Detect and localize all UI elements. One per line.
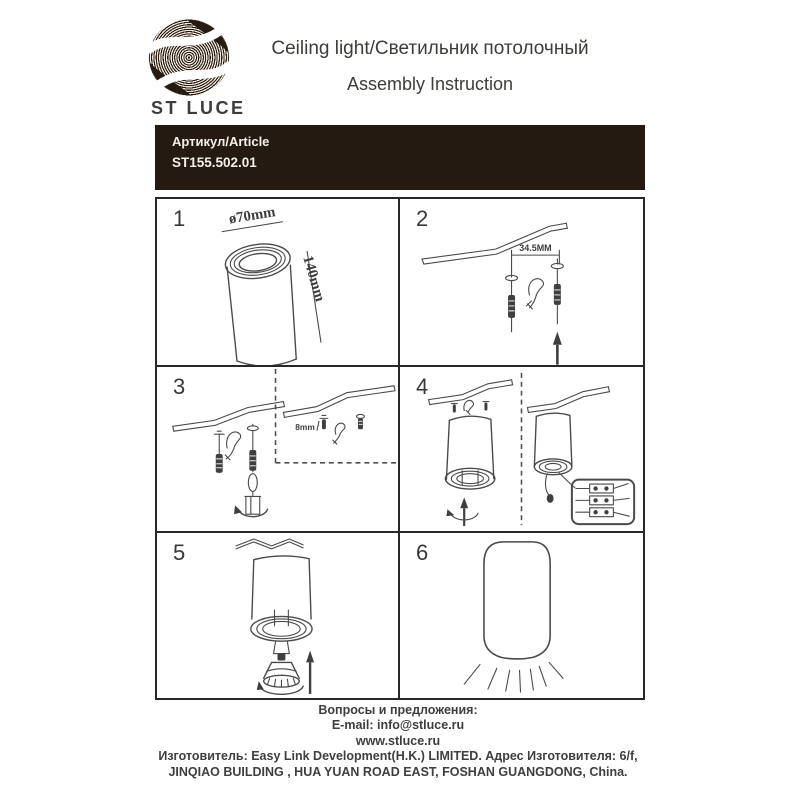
step-1-panel xyxy=(157,199,400,367)
wires xyxy=(545,473,574,503)
anchor-insert-tool-icon xyxy=(234,474,268,517)
step-number: 3 xyxy=(173,374,186,399)
height-dimension xyxy=(299,251,327,342)
svg-text:34.5MM: 34.5MM xyxy=(519,243,552,254)
light-rays-icon xyxy=(464,662,563,692)
article-banner xyxy=(155,125,645,190)
screw-icon xyxy=(320,415,328,429)
step-1-diagram xyxy=(157,199,398,365)
finished-light-drawing xyxy=(484,542,550,659)
ceiling-line xyxy=(236,539,303,549)
step-number: 2 xyxy=(416,206,429,231)
step-number: 4 xyxy=(416,374,429,399)
push-twist-arrow-icon xyxy=(446,497,478,526)
step-5-diagram xyxy=(157,533,398,698)
wire-icon xyxy=(464,400,474,414)
up-arrow-icon xyxy=(306,651,314,694)
wire-icon xyxy=(333,423,345,444)
screw-icon xyxy=(357,414,365,429)
step-4-diagram xyxy=(400,367,643,531)
article-label: Артикул/Article xyxy=(172,134,270,149)
step-number: 5 xyxy=(173,540,186,565)
step-2-panel xyxy=(400,199,643,367)
mounted-cylinder-drawing xyxy=(251,556,312,641)
step-3-diagram xyxy=(157,367,398,531)
screw-icon xyxy=(451,404,457,413)
step-6-panel xyxy=(400,533,643,698)
anchor-screw-icon xyxy=(506,271,518,332)
step-3-panel xyxy=(157,367,400,533)
assembly-steps-table xyxy=(155,197,645,700)
title-block xyxy=(240,38,620,95)
anchor-screw-icon xyxy=(551,259,563,324)
wire-icon xyxy=(526,279,543,309)
step-number: 1 xyxy=(173,206,186,231)
svg-text:140mm: 140mm xyxy=(299,253,328,304)
terminal-block-icon xyxy=(572,480,634,524)
footer-manufacturer: Изготовитель: Easy Link Development(H.K.) LIMITED. Адрес Изготовителя: 6/f, xyxy=(158,749,638,764)
brand-name: ST LUCE xyxy=(151,98,246,118)
stluce-logo xyxy=(149,19,229,96)
article-number: ST155.502.01 xyxy=(172,155,257,170)
anchor-screw-icon xyxy=(247,424,258,471)
page-subtitle: Assembly Instruction xyxy=(346,74,514,94)
wire-icon xyxy=(225,432,241,460)
step-6-diagram xyxy=(400,533,643,698)
footer-address: JINQIAO BUILDING , HUA YUAN ROAD EAST, FOSHAN GUANGDONG, China. xyxy=(168,764,628,779)
step-number: 6 xyxy=(416,540,429,565)
lamp-socket xyxy=(274,642,290,661)
step-2-diagram xyxy=(400,199,643,365)
diameter-dimension xyxy=(222,204,282,231)
footer-website: www.stluce.ru xyxy=(355,733,441,748)
svg-text:8mm: 8mm xyxy=(295,422,315,433)
svg-text:ø70mm: ø70mm xyxy=(227,204,277,228)
gu10-bulb-icon xyxy=(264,662,300,687)
screw-icon xyxy=(483,402,489,411)
logo-s-icon xyxy=(149,19,229,96)
mounted-cylinder-drawing xyxy=(534,413,572,475)
footer-contact-block xyxy=(0,703,796,780)
drill-depth-label xyxy=(295,421,319,432)
ceiling-line xyxy=(527,387,609,413)
up-arrow-icon xyxy=(553,332,562,365)
footer-line: Вопросы и предложения: xyxy=(318,703,478,717)
ceiling-line xyxy=(173,402,285,432)
fixture-cylinder-drawing xyxy=(445,416,494,489)
page-title: Ceiling light/Светильник потолочный xyxy=(271,38,589,59)
anchor-screw-icon xyxy=(214,431,224,472)
footer-email: E-mail: info@stluce.ru xyxy=(331,718,465,733)
fixture-cylinder-drawing xyxy=(223,240,296,365)
inset-ceiling-line xyxy=(283,386,395,418)
step-5-panel xyxy=(157,533,400,698)
step-4-panel xyxy=(400,367,643,533)
